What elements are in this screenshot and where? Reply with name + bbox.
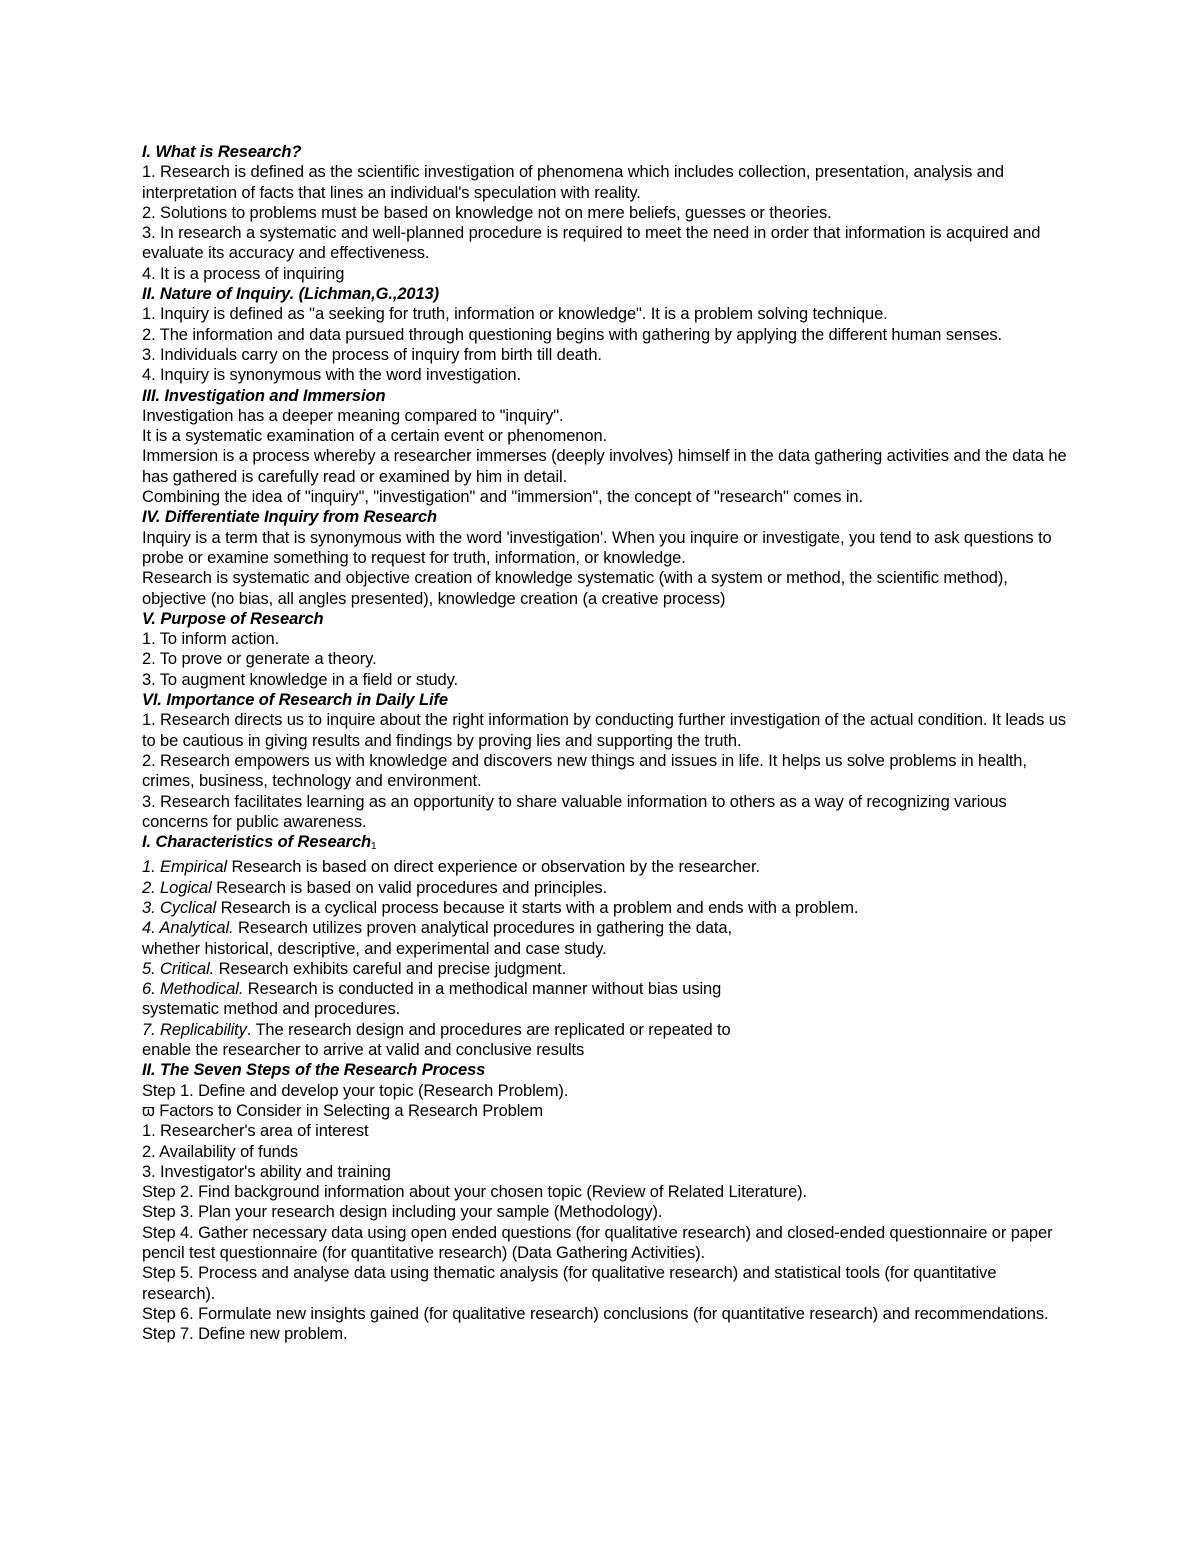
paragraph: 3. Research facilitates learning as an opportunity to share valuable information to others as a way of recognizing various concerns for public awareness. (142, 792, 1007, 831)
characteristic-item (142, 959, 1067, 979)
section-heading: V. Purpose of Research (142, 609, 324, 628)
paragraph: 2. Research empowers us with knowledge and discovers new things and issues in life. It helps us solve problems in health, crimes, business, technology and environment. (142, 751, 1027, 791)
characteristics-heading-text: I. Characteristics of Research (142, 833, 372, 852)
characteristic-item (142, 979, 1067, 999)
paragraph: Inquiry is a term that is synonymous with the word 'investigation'. When you inquire or investigate, you tend to ask questions to probe or examine something to request for truth, information, or knowledge. (142, 528, 1052, 567)
section-heading: VI. Importance of Research in Daily Life (142, 691, 448, 710)
paragraph: 1. Research is defined as the scientific investigation of phenomena which includes collection, presentation, analysis and interpretation of facts that lines an individual's speculation with reality. (142, 163, 1004, 202)
characteristic-term: 7. Replicability (142, 1020, 247, 1039)
characteristic-item (142, 857, 1067, 877)
characteristic-text: Research is a cyclical process because it starts with a problem and ends with a problem. (216, 898, 859, 917)
characteristic-item (142, 878, 1067, 898)
characteristic-term: 6. Methodical. (142, 980, 244, 999)
paragraph: Investigation has a deeper meaning compared to "inquiry". (142, 406, 564, 425)
characteristic-term: 3. Cyclical (142, 898, 217, 917)
paragraph: Combining the idea of "inquiry", "investigation" and "immersion", the concept of "research" comes in. (142, 488, 863, 507)
paragraph: Research is systematic and objective creation of knowledge systematic (with a system or method, the scientific method), objective (no bias, all angles presented), knowledge creation (a creative process) (142, 569, 1008, 608)
characteristic-term: 2. Logical (142, 878, 212, 897)
paragraph: 1. Inquiry is defined as "a seeking for truth, information or knowledge". It is a problem solving technique. (142, 305, 888, 324)
section-heading: II. The Seven Steps of the Research Process (142, 1061, 486, 1080)
paragraph: 1. Research directs us to inquire about the right information by conducting further investigation of the actual condition. It leads us to be cautious in giving results and findings by proving lies and supporting the truth. (142, 711, 1066, 750)
paragraph: 3. To augment knowledge in a field or study. (142, 670, 459, 689)
paragraph: 4. It is a process of inquiring (142, 264, 345, 283)
paragraph: Immersion is a process whereby a researcher immerses (deeply involves) himself in the data gathering activities and the data he has gathered is carefully read or examined by him in detail. (142, 447, 1067, 486)
step-line: 3. Investigator's ability and training (142, 1162, 391, 1181)
characteristic-continuation: enable the researcher to arrive at valid and conclusive results (142, 1041, 585, 1060)
step-line: Step 6. Formulate new insights gained (for qualitative research) conclusions (for quantitative research) and recommendations. (142, 1304, 1049, 1323)
step-line: ϖ Factors to Consider in Selecting a Research Problem (142, 1101, 544, 1120)
step-line: Step 4. Gather necessary data using open ended questions (for qualitative research) and closed-ended questionnaire or paper pencil test questionnaire (for quantitative research) (Data Gathering Activities). (142, 1223, 1053, 1263)
characteristic-item (142, 898, 1067, 918)
step-line: 2. Availability of funds (142, 1142, 298, 1161)
paragraph: 2. To prove or generate a theory. (142, 650, 377, 669)
paragraph: 3. In research a systematic and well-planned procedure is required to meet the need in order that information is acquired and evaluate its accuracy and effectiveness. (142, 224, 1041, 263)
characteristic-item (142, 1020, 1067, 1040)
characteristic-text: Research is conducted in a methodical manner without bias using (243, 980, 722, 999)
characteristic-text: Research is based on direct experience or observation by the researcher. (227, 858, 760, 877)
characteristic-term: 4. Analytical. (142, 919, 234, 938)
characteristic-text: . The research design and procedures are replicated or repeated to (246, 1020, 731, 1039)
section-heading: I. What is Research? (142, 143, 302, 161)
step-line: Step 7. Define new problem. (142, 1325, 348, 1344)
paragraph: It is a systematic examination of a certain event or phenomenon. (142, 427, 608, 446)
section-heading: III. Investigation and Immersion (142, 386, 386, 405)
characteristic-continuation: systematic method and procedures. (142, 1000, 401, 1019)
paragraph: 2. The information and data pursued through questioning begins with gathering by applying the different human senses. (142, 325, 1003, 344)
characteristic-continuation: whether historical, descriptive, and experimental and case study. (142, 939, 607, 958)
paragraph: 1. To inform action. (142, 630, 280, 649)
section-heading: II. Nature of Inquiry. (Lichman,G.,2013) (142, 285, 440, 304)
step-line: Step 1. Define and develop your topic (Research Problem). (142, 1081, 569, 1100)
section-heading (142, 832, 1067, 857)
paragraph: 4. Inquiry is synonymous with the word investigation. (142, 366, 521, 385)
step-line: Step 5. Process and analyse data using thematic analysis (for qualitative research) and statistical tools (for quantitative research). (142, 1264, 997, 1303)
step-line: Step 3. Plan your research design including your sample (Methodology). (142, 1203, 663, 1222)
characteristic-term: 5. Critical. (142, 959, 215, 978)
paragraph: 2. Solutions to problems must be based on knowledge not on mere beliefs, guesses or theories. (142, 203, 832, 222)
section-heading: IV. Differentiate Inquiry from Research (142, 508, 438, 527)
characteristic-item (142, 918, 1067, 938)
footnote-mark: 1 (371, 841, 377, 853)
document-body (142, 142, 1067, 1345)
characteristic-text: Research exhibits careful and precise judgment. (214, 959, 567, 978)
step-line: Step 2. Find background information about your chosen topic (Review of Related Literature). (142, 1183, 808, 1202)
characteristic-text: Research is based on valid procedures and principles. (211, 878, 608, 897)
characteristic-text: Research utilizes proven analytical procedures in gathering the data, (233, 919, 732, 938)
step-line: 1. Researcher's area of interest (142, 1122, 369, 1141)
characteristic-term: 1. Empirical (142, 858, 227, 877)
paragraph: 3. Individuals carry on the process of inquiry from birth till death. (142, 345, 602, 364)
